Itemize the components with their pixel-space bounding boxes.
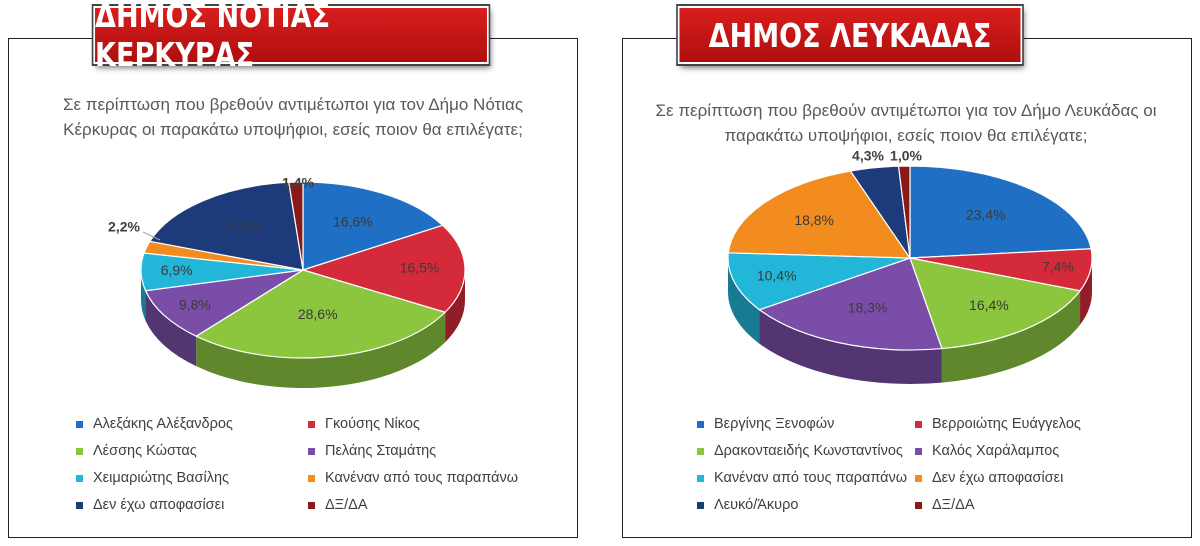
chart-title-right: Σε περίπτωση που βρεθούν αντιμέτωποι για τον Δήμο Λευκάδας οι παρακάτω υποψήφιοι, εσείς ποιον θα επιλέγατε; (655, 101, 1157, 145)
pie0-data-label-7: 1,4% (282, 174, 314, 191)
pie0-data-label-1: 16,5% (399, 259, 440, 276)
legend1-item-6 (697, 497, 798, 513)
legend0-item-7 (308, 497, 368, 513)
legend1-label-6: Λευκό/Άκυρο (714, 497, 799, 513)
legend1-swatch-2 (697, 448, 704, 455)
legend1-item-3 (915, 443, 1059, 459)
legend0-label-2: Λέσσης Κώστας (93, 443, 197, 459)
legend1-swatch-1 (915, 421, 922, 428)
legend1-swatch-5 (915, 475, 922, 482)
legend1-item-4 (697, 470, 907, 486)
legend1-label-4: Κανέναν από τους παραπάνω (714, 470, 908, 486)
legend1-item-2 (697, 443, 903, 459)
legend1-label-3: Καλός Χαράλαμπος (932, 443, 1060, 459)
chart-title-left: Σε περίπτωση που βρεθούν αντιμέτωποι για τον Δήμο Νότιας Κέρκυρας οι παρακάτω υποψήφιοι, εσείς ποιον θα επιλέγατε; (62, 95, 524, 139)
pie1-data-label-3: 18,3% (847, 299, 888, 316)
pie1-data-label-4: 10,4% (756, 267, 797, 284)
pie0-data-label-6: 18,4% (221, 217, 262, 234)
legend0-item-1 (308, 416, 420, 432)
legend0-swatch-5 (308, 475, 315, 482)
legend0-label-6: Δεν έχω αποφασίσει (93, 497, 225, 513)
legend1-item-0 (697, 416, 834, 432)
pie1-data-label-7: 1,0% (890, 147, 922, 164)
pie1-data-label-6: 4,3% (852, 147, 884, 164)
legend1-swatch-4 (697, 475, 704, 482)
pie0-data-label-5: 2,2% (108, 218, 140, 235)
legend1-swatch-6 (697, 502, 704, 509)
legend1-label-2: Δρακονταειδής Κωνσταντίνος (714, 443, 903, 459)
legend0-label-1: Γκούσης Νίκος (325, 416, 420, 432)
pie0-data-label-3: 9,8% (178, 296, 211, 313)
legend1-swatch-7 (915, 502, 922, 509)
legend1-item-7 (915, 497, 975, 513)
legend1-item-1 (915, 416, 1081, 432)
legend1-swatch-3 (915, 448, 922, 455)
legend0-label-3: Πελάης Σταμάτης (325, 443, 437, 459)
legend0-swatch-4 (76, 475, 83, 482)
banner-right: ΔΗΜΟΣ ΛΕΥΚΑΔΑΣ (678, 6, 1022, 64)
legend0-swatch-7 (308, 502, 315, 509)
legend0-label-4: Χειμαριώτης Βασίλης (93, 470, 230, 486)
legend1-item-5 (915, 470, 1063, 486)
pie0-data-label-2: 28,6% (297, 305, 338, 322)
legend1-label-5: Δεν έχω αποφασίσει (932, 470, 1064, 486)
legend0-swatch-0 (76, 421, 83, 428)
legend0-label-7: ΔΞ/ΔΑ (325, 497, 368, 513)
legend1-label-1: Βερροιώτης Ευάγγελος (932, 416, 1081, 432)
legend0-label-5: Κανέναν από τους παραπάνω (325, 470, 519, 486)
legend0-item-3 (308, 443, 436, 459)
legend0-item-2 (76, 443, 197, 459)
pie1-data-label-5: 18,8% (794, 212, 835, 229)
legend1-label-0: Βεργίνης Ξενοφών (714, 416, 835, 432)
legend0-item-5 (308, 470, 518, 486)
pie0-data-label-0: 16,6% (333, 213, 373, 230)
legend0-item-4 (76, 470, 229, 486)
legend0-swatch-2 (76, 448, 83, 455)
legend0-item-0 (76, 416, 233, 432)
legend0-swatch-1 (308, 421, 315, 428)
legend1-label-7: ΔΞ/ΔΑ (932, 497, 975, 513)
legend0-swatch-3 (308, 448, 315, 455)
legend0-item-6 (76, 497, 224, 513)
banner-left: ΔΗΜΟΣ ΝΟΤΙΑΣ ΚΕΡΚΥΡΑΣ (93, 6, 488, 64)
legend1-swatch-0 (697, 421, 704, 428)
legend0-swatch-6 (76, 502, 83, 509)
pie1-data-label-1: 7,4% (1041, 258, 1074, 275)
pie1-data-label-2: 16,4% (969, 296, 1009, 313)
legend0-label-0: Αλεξάκης Αλέξανδρος (93, 416, 233, 432)
pie0-data-label-4: 6,9% (160, 262, 193, 279)
pie1-data-label-0: 23,4% (965, 206, 1006, 223)
